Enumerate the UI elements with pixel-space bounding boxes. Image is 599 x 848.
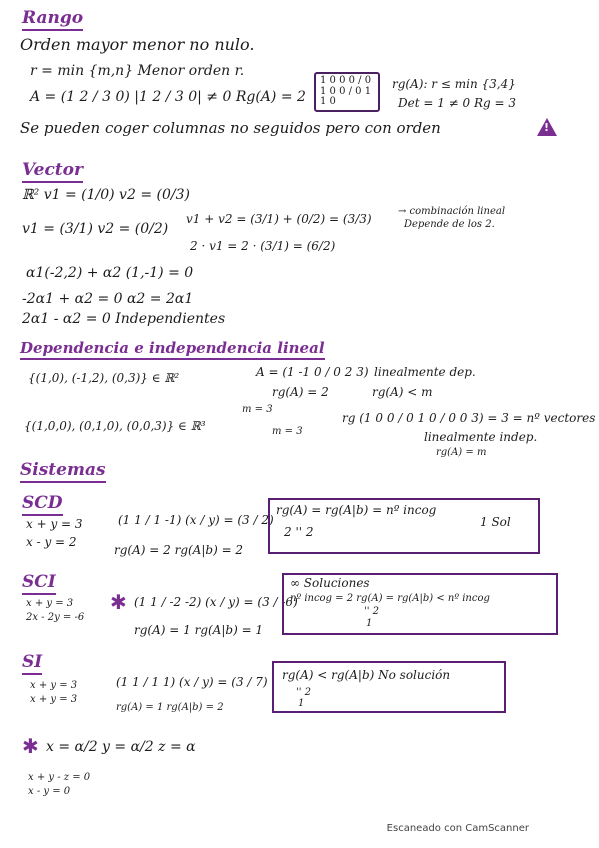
vector-line-3: 2 · v1 = 2 · (3/1) = (6/2) — [190, 239, 336, 253]
sci-box-line-3: '' 2 — [364, 606, 380, 617]
vector-line-2b: v1 + v2 = (3/1) + (0/2) = (3/3) — [186, 212, 372, 226]
si-eq-1: x + y = 3 — [30, 680, 78, 691]
rango-rgs: rg(A): r ≤ min {3,4} — [392, 77, 516, 91]
si-box-line-2: '' 2 — [296, 687, 312, 698]
rango-matrix: 1 0 0 0 / 0 1 0 0 / 0 1 1 0 — [320, 75, 372, 107]
dep-line-1a: {(1,0), (-1,2), (0,3)} ∈ ℝ² — [28, 371, 180, 385]
dep-line-2b: rg(A) < m — [372, 385, 433, 399]
vector-line-4: α1(-2,2) + α2 (1,-1) = 0 — [26, 265, 194, 281]
si-title: SI — [22, 652, 42, 675]
si-box-line-1: rg(A) < rg(A|b) No solución — [282, 668, 451, 682]
dep-line-3c: m = 3 — [272, 426, 303, 437]
section-title-vector: Vector — [22, 160, 83, 183]
si-rg: rg(A) = 1 rg(A|b) = 2 — [116, 702, 224, 713]
section-title-rango: Rango — [22, 8, 83, 31]
rango-line-2: r = min {m,n} Menor orden r. — [30, 63, 245, 79]
scd-box-line-3: 1 Sol — [480, 515, 511, 529]
scd-eq-1: x + y = 3 — [26, 517, 83, 531]
section-title-sistemas: Sistemas — [20, 460, 106, 483]
dep-line-3d: rg (1 0 0 / 0 1 0 / 0 0 3) = 3 = nº vectores — [342, 411, 596, 425]
sci-box — [282, 573, 558, 635]
vector-note-2: Depende de los 2. — [404, 219, 495, 230]
rango-matrix-box — [314, 72, 380, 112]
param-line: x = α/2 y = α/2 z = α — [46, 739, 196, 755]
dep-line-1c: linealmente dep. — [374, 365, 476, 379]
vector-line-5: -2α1 + α2 = 0 α2 = 2α1 — [22, 291, 194, 307]
asterisk-icon: ✱ — [110, 590, 127, 614]
sci-matrix: (1 1 / -2 -2) (x / y) = (3 / -6) — [134, 595, 298, 609]
vector-line-6: 2α1 - α2 = 0 Independientes — [22, 311, 226, 327]
scd-box-line-1: rg(A) = rg(A|b) = nº incog — [276, 503, 437, 517]
scd-box-line-2: 2 '' 2 — [284, 525, 314, 539]
param-eq-1: x + y - z = 0 — [28, 772, 91, 783]
scd-rg: rg(A) = 2 rg(A|b) = 2 — [114, 543, 244, 557]
rango-line-3: A = (1 2 / 3 0) |1 2 / 3 0| ≠ 0 Rg(A) = 2 — [30, 89, 306, 105]
scd-matrix: (1 1 / 1 -1) (x / y) = (3 / 2) — [118, 513, 274, 527]
sci-box-line-4: 1 — [366, 618, 373, 629]
si-eq-2: x + y = 3 — [30, 694, 78, 705]
scd-box — [268, 498, 540, 554]
vector-line-1: ℝ² v1 = (1/0) v2 = (0/3) — [22, 187, 190, 203]
sci-title: SCI — [22, 572, 56, 595]
sci-box-line-1: ∞ Soluciones — [290, 576, 370, 590]
scanner-watermark: Escaneado con CamScanner — [386, 823, 529, 834]
dep-line-2a: rg(A) = 2 — [272, 385, 329, 399]
vector-line-2a: v1 = (3/1) v2 = (0/2) — [22, 221, 169, 237]
scd-title: SCD — [22, 493, 63, 516]
dep-line-1b: A = (1 -1 0 / 0 2 3) — [256, 365, 369, 379]
rango-line-4: Se pueden coger columnas no seguidos pero con orden — [20, 119, 441, 137]
param-eq-2: x - y = 0 — [28, 786, 71, 797]
si-matrix: (1 1 / 1 1) (x / y) = (3 / 7) — [116, 675, 268, 689]
dep-line-4: linealmente indep. — [424, 430, 538, 444]
sci-box-line-2: nº incog = 2 rg(A) = rg(A|b) < nº incog — [290, 593, 490, 604]
si-box — [272, 661, 506, 713]
rango-line-1: Orden mayor menor no nulo. — [20, 35, 255, 54]
warning-icon: ! — [537, 118, 557, 136]
sci-rg: rg(A) = 1 rg(A|b) = 1 — [134, 623, 264, 637]
asterisk-icon-2: ✱ — [22, 734, 39, 758]
section-title-dependencia: Dependencia e independencia lineal — [20, 339, 325, 360]
dep-line-5: rg(A) = m — [436, 447, 487, 458]
sci-eq-1: x + y = 3 — [26, 598, 74, 609]
dep-line-3b: m = 3 — [242, 404, 273, 415]
scd-eq-2: x - y = 2 — [26, 535, 77, 549]
sci-eq-2: 2x - 2y = -6 — [26, 612, 85, 623]
dep-line-3a: {(1,0,0), (0,1,0), (0,0,3)} ∈ ℝ³ — [24, 419, 206, 433]
vector-note-1: → combinación lineal — [398, 206, 506, 217]
si-box-line-3: 1 — [298, 698, 305, 709]
rango-det: Det = 1 ≠ 0 Rg = 3 — [398, 96, 517, 110]
